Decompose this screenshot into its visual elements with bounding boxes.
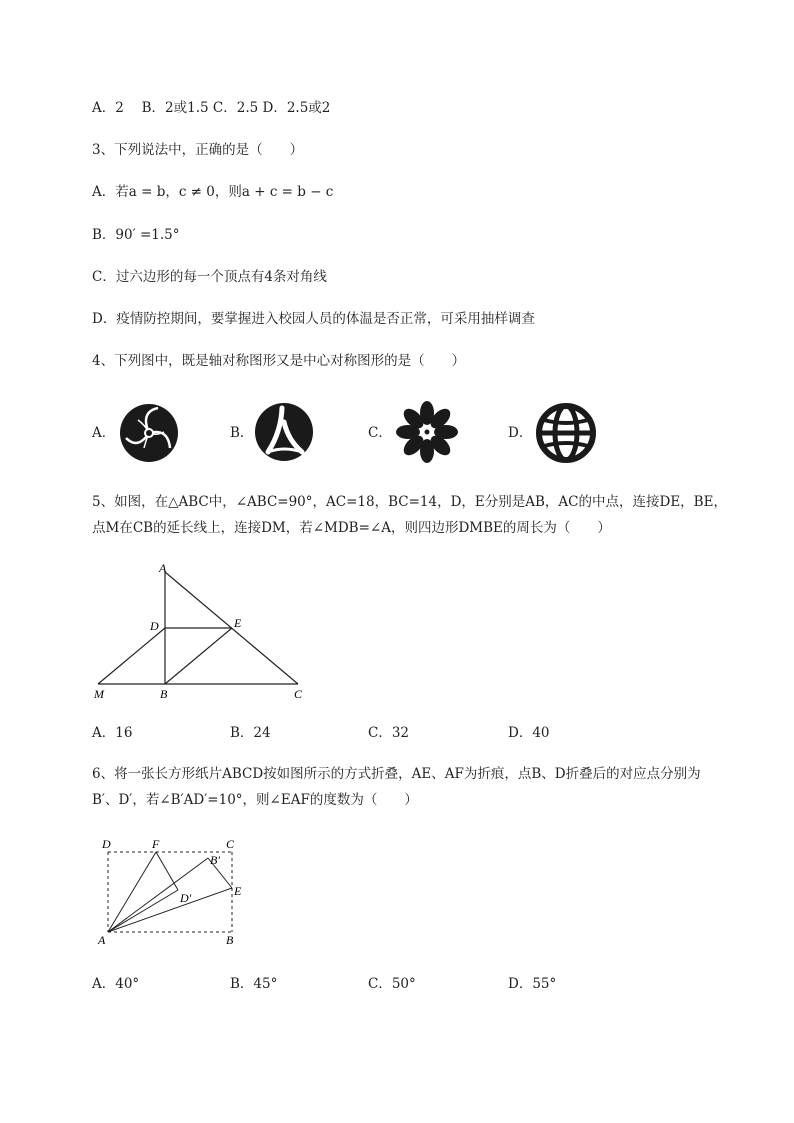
q5-label-c: C	[294, 687, 303, 701]
q6-option-b: B．45°	[230, 976, 278, 992]
q4-stem: 4、下列图中，既是轴对称图形又是中心对称图形的是（ ）	[92, 353, 466, 369]
q6-label-e: E	[234, 884, 242, 898]
q6-stem-line2: B′、D′，若∠B′AD′=10°，则∠EAF的度数为（ ）	[92, 792, 418, 808]
person-in-circle-icon	[254, 402, 314, 466]
q5-label-e: E	[234, 616, 242, 630]
q4-label-b: B．	[230, 425, 254, 441]
q4-label-a: A．	[92, 425, 116, 441]
q6-label-d: D	[102, 837, 111, 851]
q6-label-b: B	[226, 933, 234, 947]
q6-label-d-prime: D′	[180, 891, 192, 905]
q6-label-c: C	[226, 837, 235, 851]
tri-swirl-leaf-icon	[118, 402, 180, 468]
q5-option-c: C．32	[368, 725, 410, 741]
q4-label-c: C．	[368, 425, 392, 441]
q6-label-a: A	[98, 933, 106, 947]
q3-option-a: A．若a = b，c ≠ 0，则a + c = b − c	[92, 184, 334, 200]
q5-option-d: D．40	[508, 725, 550, 741]
q3-option-b: B．90′ =1.5°	[92, 227, 180, 243]
eight-petal-flower-icon	[395, 400, 459, 468]
q5-stem-line2: 点M在CB的延长线上，连接DM，若∠MDB=∠A，则四边形DMBE的周长为（ ）	[92, 520, 611, 536]
q5-option-a: A．16	[92, 725, 133, 741]
q5-label-a: A	[159, 561, 167, 575]
q6-fold-figure	[96, 832, 256, 952]
globe-icon	[534, 401, 598, 469]
q6-option-d: D．55°	[508, 976, 557, 992]
q3-stem: 3、下列说法中，正确的是（ ）	[92, 142, 304, 158]
q5-triangle-figure	[88, 560, 318, 706]
q6-label-f: F	[152, 837, 160, 851]
q6-option-c: C．50°	[368, 976, 416, 992]
q2-options: A．2 B．2或1.5 C．2.5 D．2.5或2	[92, 100, 331, 116]
q5-label-d: D	[150, 619, 159, 633]
q6-stem-line1: 6、将一张长方形纸片ABCD按如图所示的方式折叠，AE、AF为折痕，点B、D折叠后的对应点分别为	[92, 766, 701, 782]
q6-option-a: A．40°	[92, 976, 140, 992]
q5-label-b: B	[160, 687, 168, 701]
q3-option-c: C．过六边形的每一个顶点有4条对角线	[92, 269, 327, 285]
q5-stem-line1: 5、如图，在△ABC中，∠ABC=90°，AC=18，BC=14，D，E分别是AB，AC的中点，连接DE，BE，	[92, 494, 727, 510]
q6-label-b-prime: B′	[210, 853, 220, 867]
q5-option-b: B．24	[230, 725, 271, 741]
q4-label-d: D．	[508, 425, 533, 441]
q3-option-d: D．疫情防控期间，要掌握进入校园人员的体温是否正常，可采用抽样调查	[92, 311, 535, 327]
q5-label-m: M	[94, 687, 104, 701]
